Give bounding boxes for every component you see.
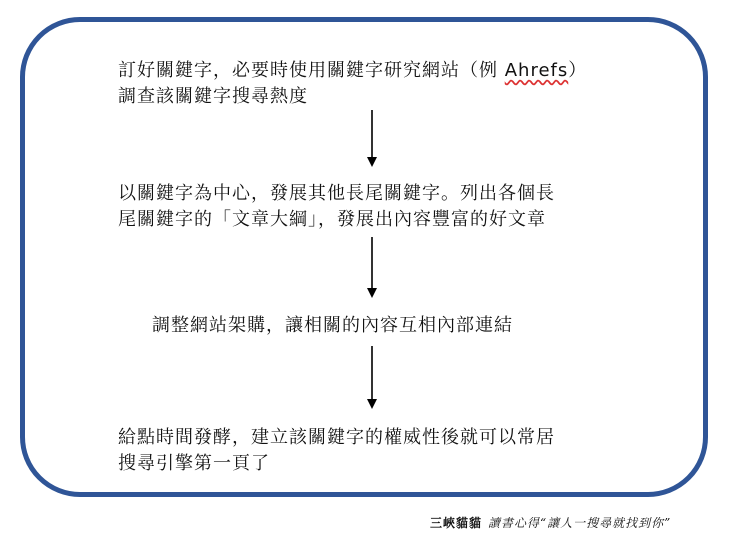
arrow-down-icon — [364, 110, 380, 168]
credit-line — [430, 514, 730, 531]
brand-ahrefs: Ahrefs — [504, 60, 569, 81]
step-1-text-a: 訂好關鍵字，必要時使用關鍵字研究網站（例 — [118, 60, 505, 81]
step-4-authority: 給點時間發酵，建立該關鍵字的權威性後就可以常居 搜尋引擎第一頁了 — [118, 427, 555, 474]
step-1-keyword-research — [118, 58, 678, 110]
arrow-down-icon — [364, 237, 380, 299]
step-1-text-b: ） — [568, 60, 588, 81]
step-3-internal-links: 調整網站架購，讓相關的內容互相內部連結 — [152, 315, 513, 336]
step-2-long-tail: 以關鍵字為中心，發展其他長尾關鍵字。列出各個長 尾關鍵字的「文章大綱」，發展出內容豐富的好文章 — [118, 183, 555, 230]
credit-author: 三峽貓貓 — [430, 516, 483, 530]
credit-note: 讀書心得“讓人一搜尋就找到你” — [488, 516, 672, 530]
arrow-down-icon — [364, 346, 380, 410]
step-1-text-c: 調查該關鍵字搜尋熱度 — [118, 86, 308, 107]
